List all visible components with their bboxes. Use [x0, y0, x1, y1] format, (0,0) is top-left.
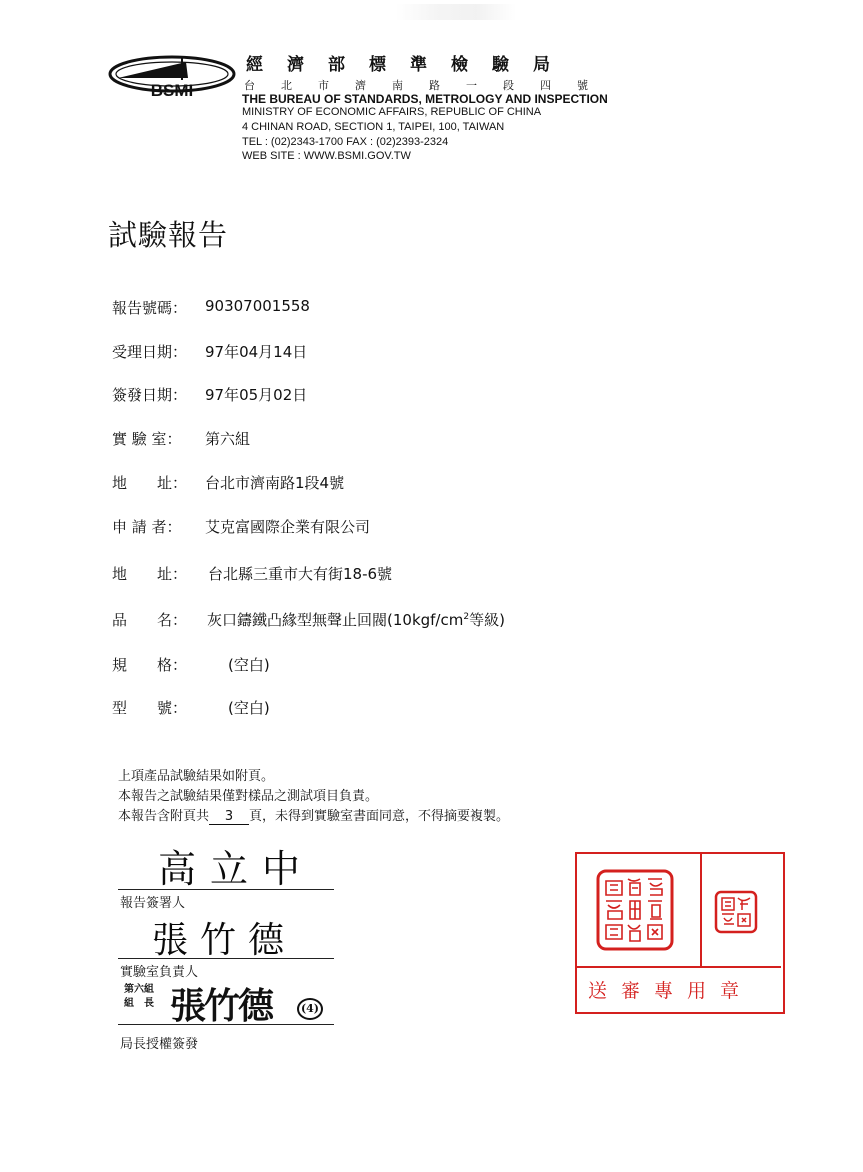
field-label-issue-date: 簽發日期： [112, 386, 188, 404]
ministry-en: MINISTRY OF ECONOMIC AFFAIRS, REPUBLIC OF CHINA [242, 106, 542, 118]
field-value-lab-address: 台北市濟南路1段4號 [205, 474, 345, 492]
field-value-applicant: 艾克富國際企業有限公司 [205, 518, 371, 536]
chop-group: 第六組 [124, 984, 154, 995]
note-line-3-suffix: 頁，未得到實驗室書面同意，不得摘要複製。 [249, 809, 510, 824]
attached-page-count: 3 [209, 809, 249, 825]
signature-lab-head: 張竹德 [152, 920, 297, 961]
org-name-en: THE BUREAU OF STANDARDS, METROLOGY AND INSPECTION [242, 92, 608, 106]
signature-line-2 [118, 958, 334, 959]
bsmi-logo [108, 48, 240, 128]
caption-report-signer: 報告簽署人 [120, 896, 186, 911]
signature-report-signer: 高立中 [158, 847, 315, 891]
seal-divider-vertical [700, 854, 702, 966]
signature-line-3 [118, 1024, 334, 1025]
note-line-1: 上項產品試驗結果如附頁。 [118, 769, 275, 784]
website: WEB SITE : WWW.BSMI.GOV.TW [242, 150, 411, 162]
field-label-received-date: 受理日期： [112, 343, 188, 361]
seal-caption: 送審專用章 [588, 980, 754, 1002]
logo-text: BSMI [150, 81, 194, 100]
chop-name-stamp: 張竹德 [170, 985, 273, 1027]
address-en: 4 CHINAN ROAD, SECTION 1, TAIPEI, 100, TAIWAN [242, 121, 505, 133]
product-name-suffix: 等級) [469, 611, 505, 629]
caption-director-authorized: 局長授權簽發 [120, 1037, 199, 1052]
field-label-spec: 規 格： [112, 656, 188, 674]
field-value-received-date: 97年04月14日 [205, 343, 308, 361]
product-name-text: 灰口鑄鐵凸緣型無聲止回閥(10kgf/cm [207, 611, 464, 629]
field-value-product-name [207, 609, 505, 630]
chop-seal-mark: (4) [297, 998, 323, 1020]
product-name-sup: 2 [463, 612, 470, 622]
org-name-cn: 經濟部標準檢驗局 [246, 55, 574, 75]
signature-line-1 [118, 889, 334, 890]
field-label-report-no: 報告號碼： [112, 299, 188, 317]
chop-group-title [124, 983, 154, 1011]
field-value-spec: (空白) [228, 656, 270, 674]
scan-artifact [396, 4, 516, 20]
contact-info: TEL : (02)2343-1700 FAX : (02)2393-2324 [242, 136, 449, 148]
caption-lab-head: 實驗室負責人 [120, 965, 199, 980]
note-line-2: 本報告之試驗結果僅對樣品之測試項目負責。 [118, 789, 379, 804]
field-label-product-name: 品 名： [112, 611, 188, 629]
company-seal-stamp [596, 869, 674, 951]
field-value-laboratory: 第六組 [205, 430, 251, 448]
note-line-3 [118, 805, 509, 825]
address-cn: 台北市濟南路一段四號 [244, 79, 614, 92]
note-line-3-prefix: 本報告含附頁共 [118, 809, 210, 824]
field-label-applicant-address: 地 址： [112, 565, 188, 583]
field-label-model: 型 號： [112, 699, 188, 717]
field-label-lab-address: 地 址： [112, 474, 188, 492]
field-value-applicant-address: 台北縣三重市大有街18-6號 [208, 565, 393, 583]
seal-divider-horizontal [577, 966, 781, 968]
document-title: 試驗報告 [108, 218, 229, 252]
field-value-model: (空白) [228, 699, 270, 717]
field-value-report-no: 90307001558 [205, 297, 310, 315]
person-seal-stamp [714, 890, 758, 934]
chop-title: 組 長 [124, 998, 154, 1009]
field-label-laboratory: 實 驗 室： [112, 430, 182, 448]
field-label-applicant: 申 請 者： [112, 518, 182, 536]
field-value-issue-date: 97年05月02日 [205, 386, 308, 404]
